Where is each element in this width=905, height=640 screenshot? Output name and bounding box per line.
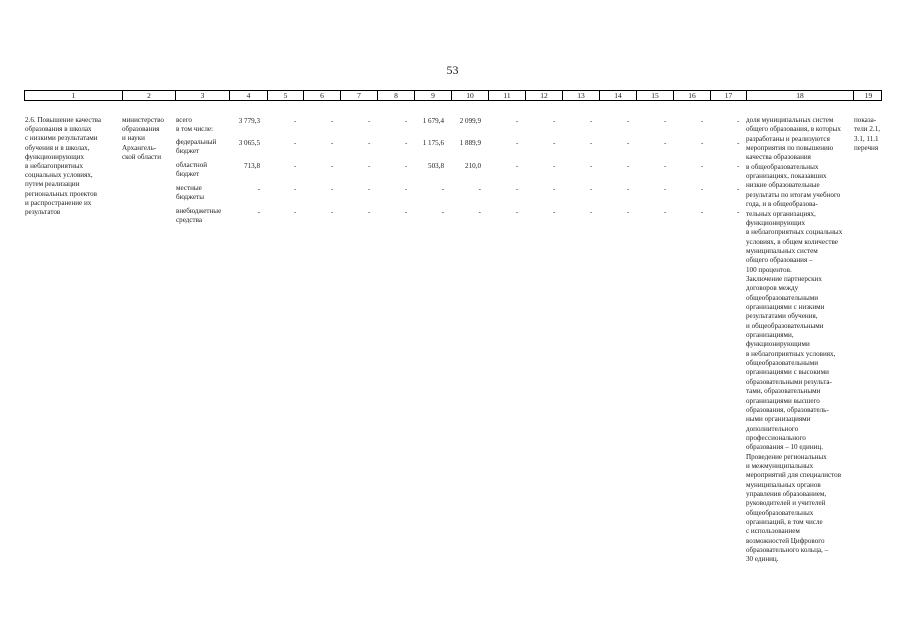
header-col-17: 17 — [710, 91, 746, 100]
result-line: организациями с высокими — [746, 368, 829, 377]
funding-value-col4: - — [257, 185, 260, 193]
header-col-2: 2 — [122, 91, 175, 100]
empty-value-dash: - — [627, 117, 630, 125]
funding-source-label: бюджет — [176, 170, 200, 179]
result-line: образования – 10 единиц. — [746, 443, 824, 452]
task-name-line: социальных условиях, — [25, 171, 93, 180]
task-name-line: с низкими результатами — [25, 134, 98, 143]
empty-value-dash: - — [590, 139, 593, 147]
result-line: управления образованием, — [746, 490, 827, 498]
header-col-10: 10 — [451, 91, 488, 100]
funding-source-label: бюджет — [176, 147, 200, 156]
indicator-line: 3.1, 11.1 — [854, 134, 879, 143]
empty-value-dash: - — [405, 117, 408, 125]
result-line: в неблагоприятных социальных — [746, 228, 843, 237]
funding-source-label: областной — [176, 161, 208, 169]
executor-line: и науки — [122, 134, 145, 143]
funding-source-label: бюджеты — [176, 193, 204, 202]
result-line: разработаны и реализуются — [746, 134, 830, 143]
result-line: образовательными результа- — [746, 377, 832, 386]
empty-value-dash: - — [405, 185, 408, 193]
result-line: результаты по итогам учебного — [746, 190, 841, 199]
result-line: Проведение региональных — [746, 452, 827, 461]
result-line: доля муниципальных систем — [746, 116, 834, 124]
result-line: мероприятий для специалистов — [746, 471, 842, 480]
result-line: образовательного кольца, – — [746, 546, 829, 555]
empty-value-dash: - — [701, 139, 704, 147]
funding-value-col9: 1 175,6 — [422, 139, 444, 147]
executor-line: образования — [122, 125, 160, 134]
funding-source-label: средства — [176, 216, 203, 225]
result-line: результатами обучения, — [746, 312, 818, 321]
indicator-line: перечня — [854, 144, 879, 153]
task-name-line: и распространение их — [25, 198, 92, 207]
empty-value-dash: - — [331, 208, 334, 216]
result-line: организациями высшего — [746, 396, 820, 405]
empty-value-dash: - — [553, 208, 556, 216]
funding-value-col10: - — [478, 208, 481, 216]
header-col-3: 3 — [175, 91, 229, 100]
funding-value-col9: - — [441, 208, 444, 216]
result-line: условиях, в общем количестве — [746, 237, 838, 246]
empty-value-dash: - — [405, 139, 408, 147]
result-line: года, и в общеобразова- — [746, 200, 818, 209]
funding-source-label: местные — [176, 184, 202, 192]
empty-value-dash: - — [737, 185, 740, 193]
result-line: низкие образовательные — [746, 181, 820, 190]
empty-value-dash: - — [331, 139, 334, 147]
empty-value-dash: - — [331, 162, 334, 170]
header-col-9: 9 — [414, 91, 451, 100]
result-line: муниципальных органов — [746, 480, 821, 489]
executor-line: министерство — [122, 116, 164, 124]
executor-line: ской области — [122, 152, 162, 161]
header-col-7: 7 — [340, 91, 377, 100]
empty-value-dash: - — [553, 162, 556, 170]
empty-value-dash: - — [553, 185, 556, 193]
task-name-line: функционирующих — [25, 152, 85, 161]
empty-value-dash: - — [664, 139, 667, 147]
empty-value-dash: - — [701, 208, 704, 216]
empty-value-dash: - — [590, 185, 593, 193]
result-line: организациями, — [746, 331, 794, 340]
result-line: ными организациями — [746, 415, 811, 424]
header-col-12: 12 — [525, 91, 562, 100]
funding-value-col10: 210,0 — [465, 162, 481, 170]
header-col-1: 1 — [71, 91, 76, 100]
empty-value-dash: - — [664, 162, 667, 170]
empty-value-dash: - — [627, 208, 630, 216]
empty-value-dash: - — [590, 162, 593, 170]
task-name-line: результатов — [25, 208, 61, 216]
header-col-13: 13 — [562, 91, 599, 100]
empty-value-dash: - — [664, 208, 667, 216]
result-line: с использованием — [746, 527, 800, 536]
header-col-14: 14 — [599, 91, 636, 100]
empty-value-dash: - — [701, 117, 704, 125]
empty-value-dash: - — [590, 117, 593, 125]
header-col-16: 16 — [673, 91, 710, 100]
result-line: муниципальных систем — [746, 246, 818, 255]
empty-value-dash: - — [368, 139, 371, 147]
task-name-line: обучения и в школах, — [25, 143, 90, 152]
empty-value-dash: - — [331, 117, 334, 125]
funding-value-col4: 3 779,3 — [238, 117, 260, 125]
result-line: 30 единиц. — [746, 555, 779, 564]
result-line: организациями с низкими — [746, 303, 825, 311]
empty-value-dash: - — [516, 208, 519, 216]
empty-value-dash: - — [627, 162, 630, 170]
header-col-5: 5 — [267, 91, 303, 100]
task-name-line: региональных проектов — [25, 189, 97, 198]
empty-value-dash: - — [664, 117, 667, 125]
empty-value-dash: - — [294, 208, 297, 216]
funding-value-col9: 503,8 — [428, 162, 444, 170]
empty-value-dash: - — [701, 185, 704, 193]
result-line: руководителей и учителей — [746, 499, 826, 508]
result-line: качества образования — [746, 153, 811, 162]
result-line: и общеобразовательными — [746, 321, 824, 330]
funding-source-label: федеральный — [176, 138, 217, 146]
header-col-19: 19 — [853, 91, 883, 100]
empty-value-dash: - — [701, 162, 704, 170]
empty-value-dash: - — [664, 185, 667, 193]
result-line: возможностей Цифрового — [746, 536, 825, 545]
result-line: общего образования, в которых — [746, 125, 841, 134]
empty-value-dash: - — [516, 139, 519, 147]
empty-value-dash: - — [294, 117, 297, 125]
header-col-6: 6 — [303, 91, 340, 100]
empty-value-dash: - — [553, 139, 556, 147]
task-name-line: 2.6. Повышение качества — [25, 116, 102, 124]
header-col-4: 4 — [229, 91, 267, 100]
empty-value-dash: - — [405, 162, 408, 170]
funding-value-col10: 1 889,9 — [459, 139, 481, 147]
result-line: общего образования – — [746, 256, 813, 265]
funding-value-col10: 2 099,9 — [459, 117, 481, 125]
empty-value-dash: - — [627, 139, 630, 147]
empty-value-dash: - — [590, 208, 593, 216]
task-name-line: путем реализации — [25, 180, 80, 189]
empty-value-dash: - — [368, 185, 371, 193]
header-col-15: 15 — [636, 91, 673, 100]
funding-source-label: в том числе: — [176, 125, 213, 134]
empty-value-dash: - — [368, 117, 371, 125]
empty-value-dash: - — [516, 117, 519, 125]
result-line: общеобразовательными — [746, 359, 819, 368]
result-line: и межмуниципальных — [746, 461, 814, 470]
empty-value-dash: - — [737, 162, 740, 170]
result-line: организаций, в том числе — [746, 518, 823, 527]
funding-value-col9: - — [441, 185, 444, 193]
executor-line: Архангель- — [122, 143, 157, 152]
page-number: 53 — [446, 63, 459, 77]
result-line: организациях, показавших — [746, 172, 827, 181]
result-line: в общеобразовательных — [746, 162, 819, 171]
result-line: мероприятия по повышению — [746, 144, 834, 153]
result-line: тами, образовательными — [746, 387, 821, 396]
empty-value-dash: - — [368, 208, 371, 216]
result-line: 100 процентов. — [746, 265, 792, 274]
result-line: функционирующими — [746, 340, 810, 349]
result-line: общеобразовательными — [746, 293, 819, 302]
result-line: общеобразовательных — [746, 508, 814, 517]
funding-value-col9: 1 679,4 — [422, 117, 444, 125]
result-line: дополнительного — [746, 424, 799, 433]
result-line: профессионального — [746, 433, 806, 442]
empty-value-dash: - — [294, 185, 297, 193]
result-line: в неблагоприятных условиях, — [746, 349, 836, 358]
task-name-line: в неблагоприятных — [25, 162, 84, 170]
empty-value-dash: - — [516, 185, 519, 193]
result-line: образования, образователь- — [746, 405, 829, 414]
funding-value-col4: 3 065,5 — [238, 139, 260, 147]
indicator-line: показа- — [854, 116, 877, 124]
empty-value-dash: - — [737, 208, 740, 216]
result-line: договоров между — [746, 284, 799, 293]
result-line: Заключение партнерских — [746, 274, 822, 283]
funding-value-col10: - — [478, 185, 481, 193]
empty-value-dash: - — [516, 162, 519, 170]
funding-value-col4: 713,8 — [244, 162, 260, 170]
empty-value-dash: - — [368, 162, 371, 170]
funding-source-label: всего — [176, 116, 192, 124]
empty-value-dash: - — [737, 139, 740, 147]
task-name-line: образования в школах — [25, 125, 92, 134]
funding-source-label: внебюджетные — [176, 207, 222, 215]
table-header-row — [24, 90, 882, 101]
funding-value-col4: - — [257, 208, 260, 216]
indicator-line: тели 2.1, — [854, 125, 880, 134]
empty-value-dash: - — [553, 117, 556, 125]
header-col-11: 11 — [488, 91, 525, 100]
empty-value-dash: - — [294, 162, 297, 170]
header-col-18: 18 — [746, 91, 853, 100]
result-line: функционирующих — [746, 218, 806, 227]
empty-value-dash: - — [331, 185, 334, 193]
header-col-8: 8 — [377, 91, 414, 100]
empty-value-dash: - — [627, 185, 630, 193]
empty-value-dash: - — [405, 208, 408, 216]
empty-value-dash: - — [737, 117, 740, 125]
result-line: тельных организациях, — [746, 209, 816, 218]
empty-value-dash: - — [294, 139, 297, 147]
